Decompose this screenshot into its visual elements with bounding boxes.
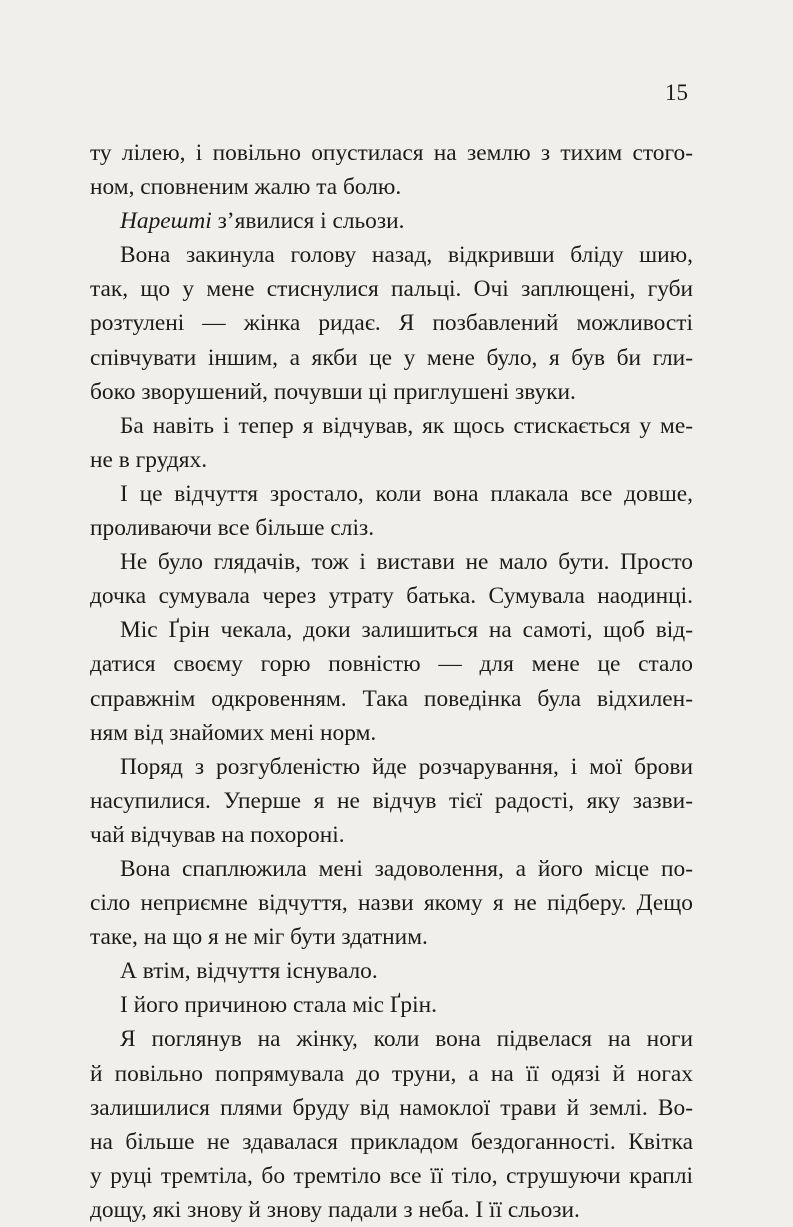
text-line (90, 511, 693, 545)
line-text: залишилися плями бруду від намоклої трави й землі. Во- (90, 1094, 693, 1121)
text-line (90, 682, 693, 716)
line-text: сіло неприємне відчуття, назви якому я не підберу. Дещо (90, 890, 693, 917)
line-text: Ба навіть і тепер я відчував, як щось стискається у ме- (120, 412, 693, 439)
line-text: датися своєму горю повністю — для мене це стало (90, 651, 693, 678)
line-text: не в грудях. (90, 446, 208, 473)
line-text: так, що у мене стиснулися пальці. Очі заплющені, губи (90, 276, 693, 303)
line-text: ням від знайомих мені норм. (90, 719, 377, 746)
text-line (90, 1125, 693, 1159)
text-line (90, 545, 693, 579)
italic-word: Нарешті (120, 208, 212, 235)
text-line (90, 341, 693, 375)
line-text: дощу, які знову й знову падали з неба. І її сльози. (90, 1196, 580, 1223)
text-line (90, 852, 693, 886)
text-line (90, 306, 693, 340)
text-line (90, 1159, 693, 1193)
text-line (90, 988, 693, 1022)
line-text: справжнім одкровенням. Така поведінка була відхилен- (90, 685, 693, 712)
text-line (90, 409, 693, 443)
text-line (90, 136, 693, 170)
text-line (90, 716, 693, 750)
line-text: таке, на що я не міг бути здатним. (90, 924, 428, 951)
text-line (90, 784, 693, 818)
text-line (90, 204, 693, 238)
line-text: й повільно попрямувала до труни, а на її одязі й ногах (90, 1060, 693, 1087)
line-text: Я поглянув на жінку, коли вона підвелася на ноги (120, 1026, 693, 1053)
text-line (90, 1193, 693, 1227)
line-text: Поряд з розгубленістю йде розчарування, і мої брови (120, 753, 693, 780)
text-line (90, 170, 693, 204)
text-line (90, 477, 693, 511)
text-line (90, 1057, 693, 1091)
text-line (90, 238, 693, 272)
line-text: Міс Ґрін чекала, доки залишиться на самоті, щоб від- (120, 617, 693, 644)
text-line (90, 1091, 693, 1125)
line-text: чай відчував на похороні. (90, 821, 345, 848)
text-line (90, 818, 693, 852)
text-line (90, 579, 693, 613)
text-line (90, 954, 693, 988)
line-text: А втім, відчуття існувало. (120, 958, 378, 985)
text-line (90, 647, 693, 681)
line-text: у руці тремтіла, бо тремтіло все її тіло, струшуючи краплі (90, 1162, 693, 1189)
line-text: Вона спаплюжила мені задоволення, а його місце по- (120, 855, 693, 882)
text-line (90, 272, 693, 306)
line-text: ту лілею, і повільно опустилася на землю з тихим стого- (90, 140, 693, 166)
line-text: Вона закинула голову назад, відкривши бліду шию, (120, 242, 693, 269)
page-number: 15 (665, 80, 688, 105)
line-text: І це відчуття зростало, коли вона плакала все довше, (120, 480, 693, 507)
text-line (90, 886, 693, 920)
line-text: боко зворушений, почувши ці приглушені звуки. (90, 378, 576, 405)
line-text: проливаючи все більше сліз. (90, 515, 375, 542)
line-text: дочка сумувала через утрату батька. Сумувала наодинці. (90, 583, 693, 610)
line-text: з’явилися і сльози. (211, 208, 405, 235)
line-text: І його причиною стала міс Ґрін. (120, 992, 437, 1019)
line-text: на більше не здавалася прикладом бездоганності. Квітка (90, 1128, 693, 1155)
line-text: ном, сповненим жалю та болю. (90, 174, 402, 201)
text-line (90, 750, 693, 784)
line-text: співчувати іншим, а якби це у мене було, я був би гли- (90, 344, 693, 371)
text-line (90, 1022, 693, 1056)
text-line (90, 375, 693, 409)
line-text: насупилися. Уперше я не відчув тієї радості, яку зазви- (90, 787, 693, 814)
body-text (90, 136, 693, 1227)
text-line (90, 920, 693, 954)
text-line (90, 613, 693, 647)
line-text: розтулені — жінка ридає. Я позбавлений можливості (90, 310, 693, 337)
text-line (90, 443, 693, 477)
line-text: Не було глядачів, тож і вистави не мало бути. Просто (120, 549, 693, 576)
